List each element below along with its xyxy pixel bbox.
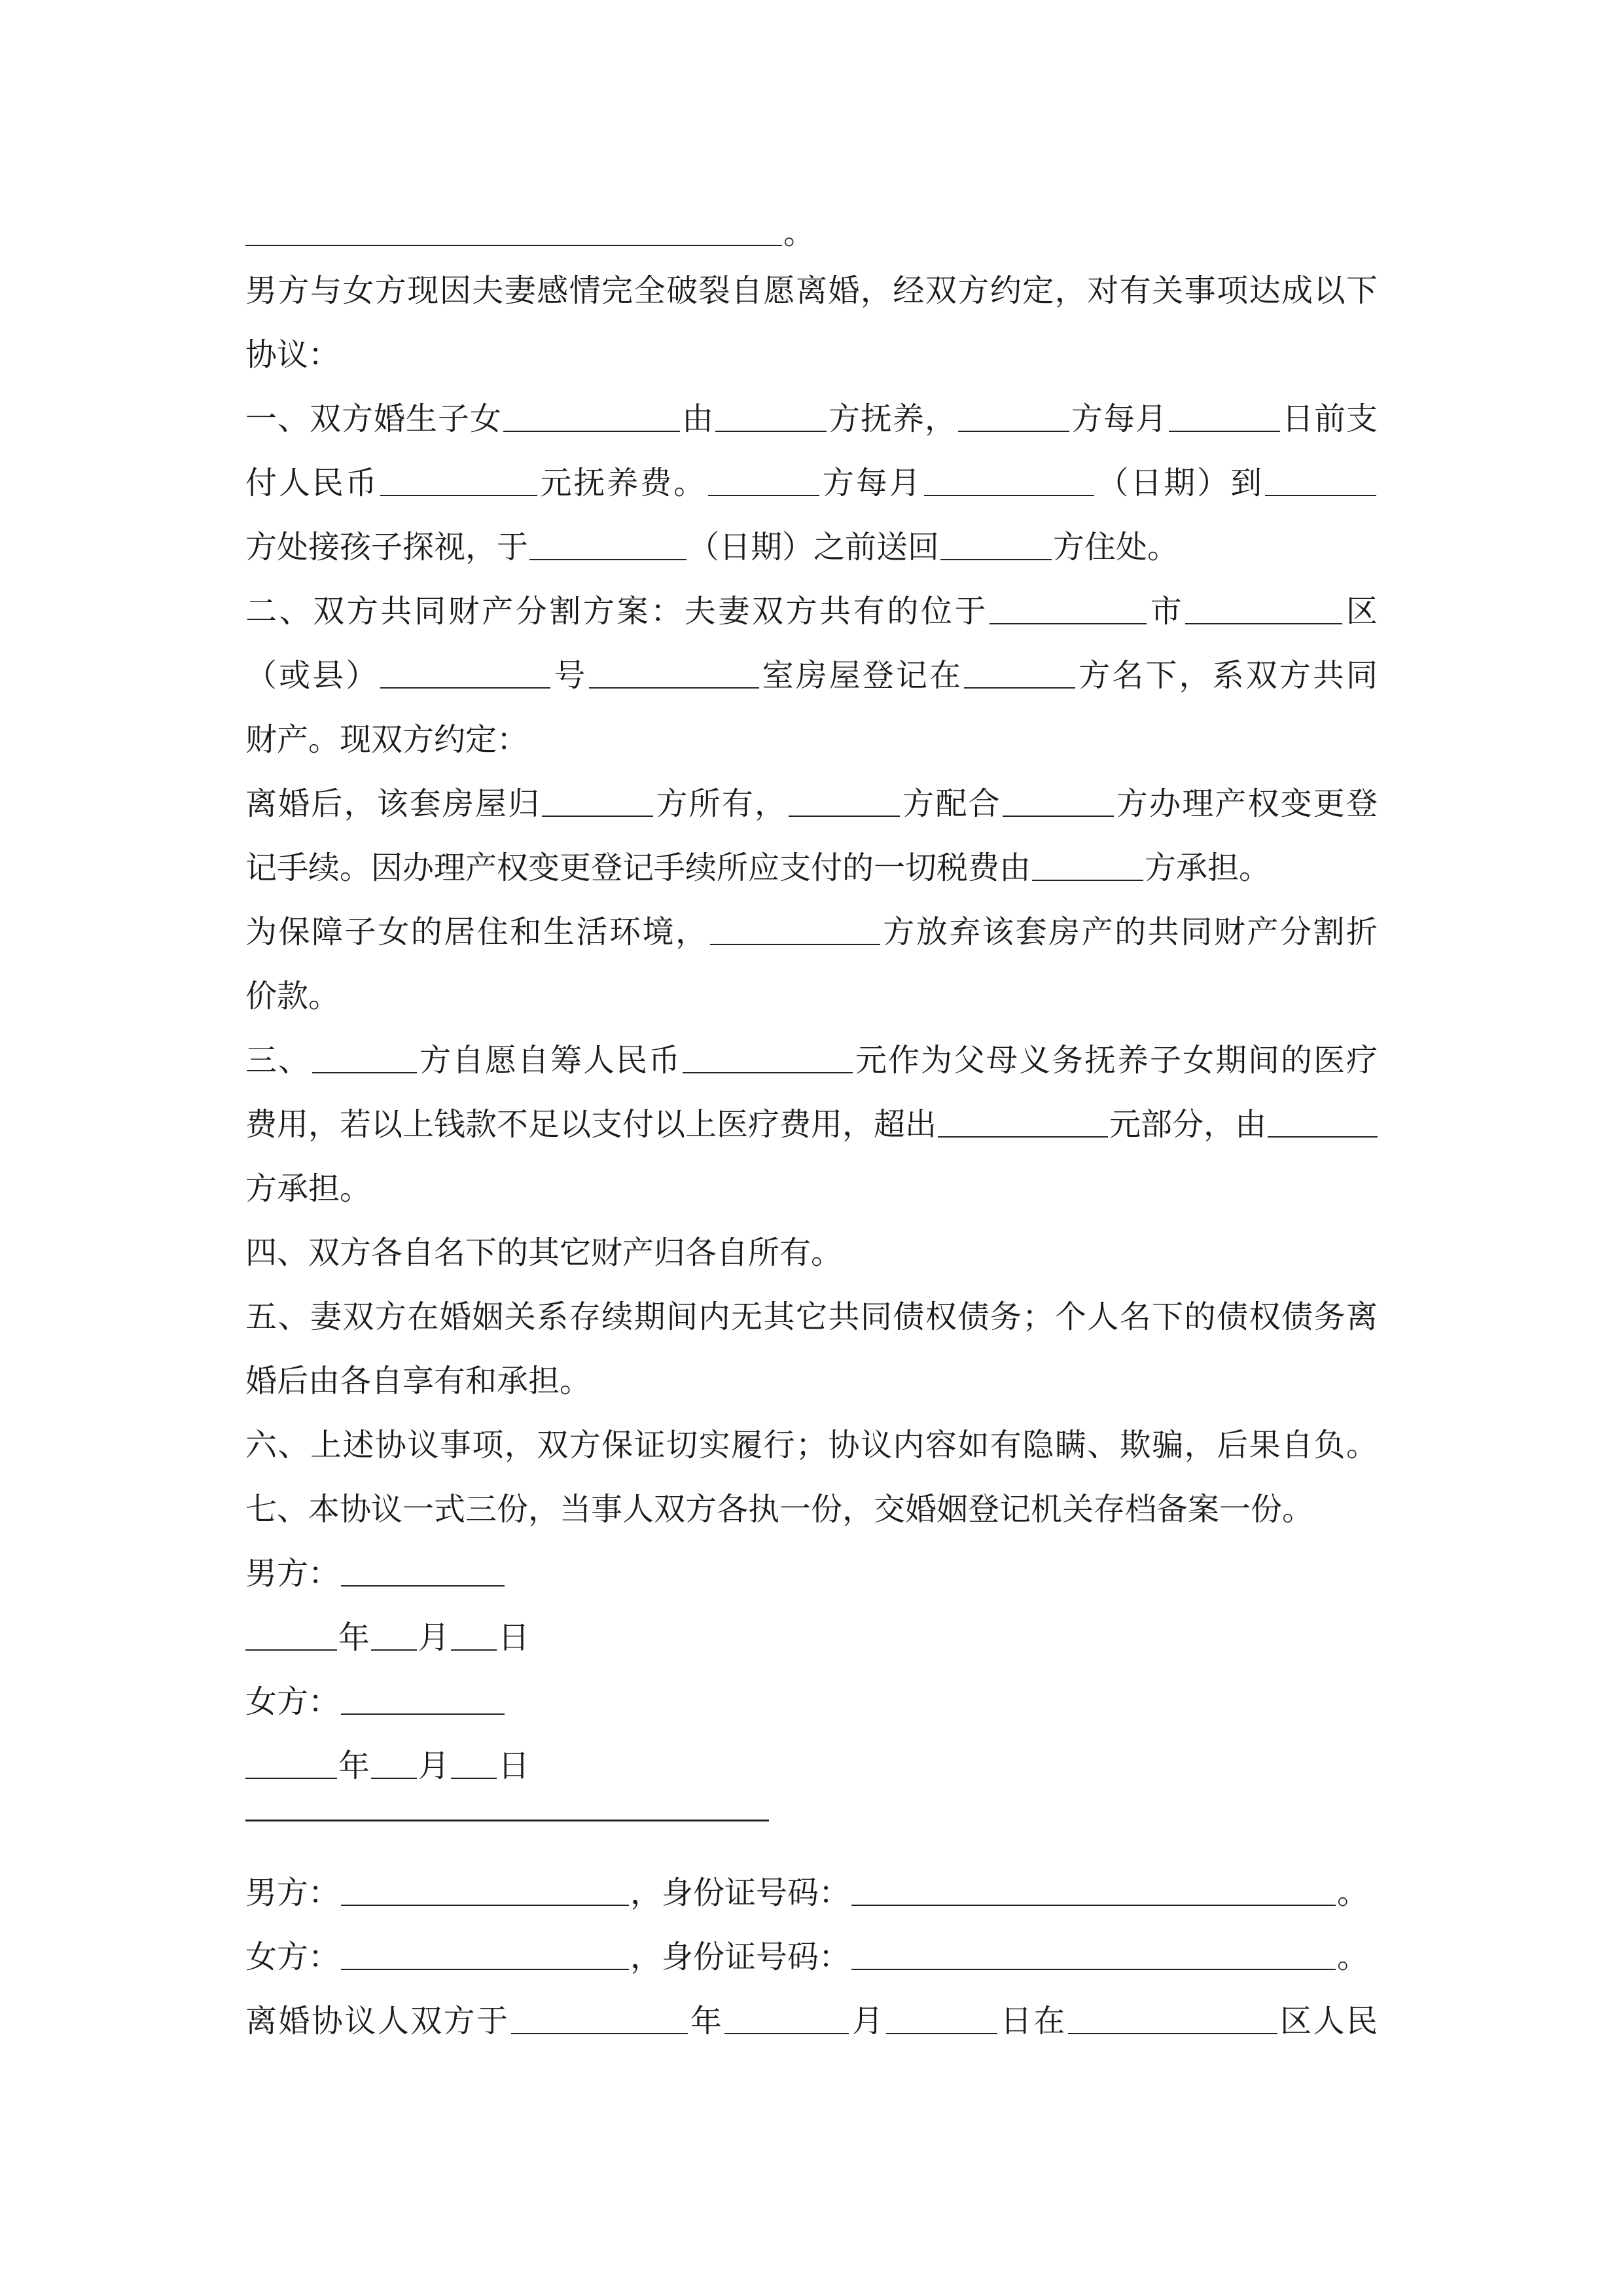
male-id-number-field[interactable] bbox=[851, 1876, 1336, 1906]
blank-field[interactable] bbox=[789, 787, 900, 817]
text-line-2: 男方与女方现因夫妻感情完全破裂自愿离婚，经双方约定，对有关事项达成以下 bbox=[245, 272, 1378, 309]
blank-field[interactable] bbox=[1265, 466, 1376, 496]
blank-field[interactable] bbox=[990, 594, 1147, 624]
day-field[interactable] bbox=[451, 1621, 497, 1651]
text-line-6: 方处接孩子探视，于 （日期）之前送回 方住处。 bbox=[245, 529, 1179, 565]
day-field[interactable] bbox=[451, 1749, 497, 1779]
female-name-field[interactable] bbox=[341, 1940, 629, 1970]
blank-field[interactable] bbox=[940, 530, 1052, 560]
day-field[interactable] bbox=[886, 2004, 997, 2034]
blank-field[interactable] bbox=[1169, 402, 1280, 432]
year-field[interactable] bbox=[245, 1749, 337, 1779]
male-id-line: 男方： ，身份证号码： 。 bbox=[245, 1874, 1369, 1911]
text-line-19: 婚后由各自享有和承担。 bbox=[245, 1363, 592, 1399]
male-signature-field[interactable] bbox=[341, 1556, 505, 1587]
female-id-line: 女方： ，身份证号码： 。 bbox=[245, 1939, 1369, 1975]
text-line-11: 记手续。因办理产权变更登记手续所应支付的一切税费由 方承担。 bbox=[245, 850, 1271, 886]
district-field[interactable] bbox=[1068, 2004, 1277, 2034]
text-line-15: 费用，若以上钱款不足以支付以上医疗费用，超出 元部分，由 bbox=[245, 1103, 1378, 1145]
male-date-line: 年 月 日 bbox=[245, 1617, 1378, 1659]
blank-field[interactable] bbox=[964, 658, 1075, 689]
text-line-12: 为保障子女的居住和生活环境， 方放弃该套房产的共同财产分割折 bbox=[245, 914, 1378, 950]
blank-field[interactable] bbox=[589, 658, 759, 689]
female-id-number-field[interactable] bbox=[851, 1940, 1336, 1970]
male-name-field[interactable] bbox=[341, 1876, 629, 1906]
blank-field[interactable] bbox=[938, 1107, 1108, 1138]
text-line-16: 方承担。 bbox=[245, 1170, 372, 1207]
year-field[interactable] bbox=[245, 1621, 337, 1651]
text-line-5: 付人民币 元抚养费。 方每月 （日期）到 bbox=[245, 462, 1378, 504]
blank-field[interactable] bbox=[924, 466, 1094, 496]
blank-field[interactable] bbox=[1268, 1107, 1378, 1138]
text-line-13: 价款。 bbox=[245, 978, 340, 1014]
text-line-4: 一、双方婚生子女 由 方抚养， 方每月 日前支 bbox=[245, 401, 1378, 437]
blank-field[interactable] bbox=[683, 1043, 853, 1073]
text-line-7: 二、双方共同财产分割方案：夫妻双方共有的位于 市 区 bbox=[245, 593, 1378, 630]
text-line-8: （或县） 号 室房屋登记在 方名下，系双方共同 bbox=[245, 657, 1378, 694]
blank-field[interactable] bbox=[715, 402, 827, 432]
text-line-18: 五、妻双方在婚姻关系存续期间内无其它共同债权债务；个人名下的债权债务离 bbox=[245, 1299, 1378, 1335]
female-party-signature-line: 女方： bbox=[245, 1681, 1378, 1723]
blank-field[interactable] bbox=[708, 466, 819, 496]
text-line-3: 协议： bbox=[245, 336, 340, 373]
blank-field[interactable] bbox=[710, 915, 880, 945]
female-date-line: 年 月 日 bbox=[245, 1745, 1378, 1787]
text-line-9: 财产。现双方约定： bbox=[245, 721, 529, 758]
blank-field[interactable] bbox=[312, 1043, 417, 1073]
blank-field[interactable] bbox=[1003, 787, 1114, 817]
blank-field[interactable] bbox=[542, 787, 653, 817]
text-line-17: 四、双方各自名下的其它财产归各自所有。 bbox=[245, 1234, 843, 1271]
text-line-21: 七、本协议一式三份，当事人双方各执一份，交婚姻登记机关存档备案一份。 bbox=[245, 1491, 1314, 1528]
blank-field[interactable] bbox=[503, 402, 680, 432]
blank-field[interactable] bbox=[380, 658, 550, 689]
text-line-20: 六、上述协议事项，双方保证切实履行；协议内容如有隐瞒、欺骗，后果自负。 bbox=[245, 1427, 1378, 1463]
month-field[interactable] bbox=[371, 1621, 417, 1651]
section-divider bbox=[245, 1820, 769, 1821]
blank-field[interactable] bbox=[1032, 851, 1143, 881]
blank-field[interactable] bbox=[529, 530, 687, 560]
female-signature-field[interactable] bbox=[341, 1685, 505, 1715]
year-field[interactable] bbox=[511, 2004, 688, 2034]
male-party-signature-line: 男方： bbox=[245, 1552, 1378, 1594]
blank-field[interactable] bbox=[380, 466, 537, 496]
text-line-29: 离婚协议人双方于 年 月 日在 区人民 bbox=[245, 2003, 1378, 2039]
text-line-14: 三、 方自愿自筹人民币 元作为父母义务抚养子女期间的医疗 bbox=[245, 1042, 1378, 1079]
blank-field[interactable] bbox=[1185, 594, 1342, 624]
blank-field[interactable] bbox=[245, 216, 782, 246]
month-field[interactable] bbox=[724, 2004, 849, 2034]
text-line-10: 离婚后，该套房屋归 方所有， 方配合 方办理产权变更登 bbox=[245, 785, 1378, 822]
blank-field[interactable] bbox=[958, 402, 1069, 432]
month-field[interactable] bbox=[371, 1749, 417, 1779]
text-line-1: 。 bbox=[245, 212, 1378, 254]
